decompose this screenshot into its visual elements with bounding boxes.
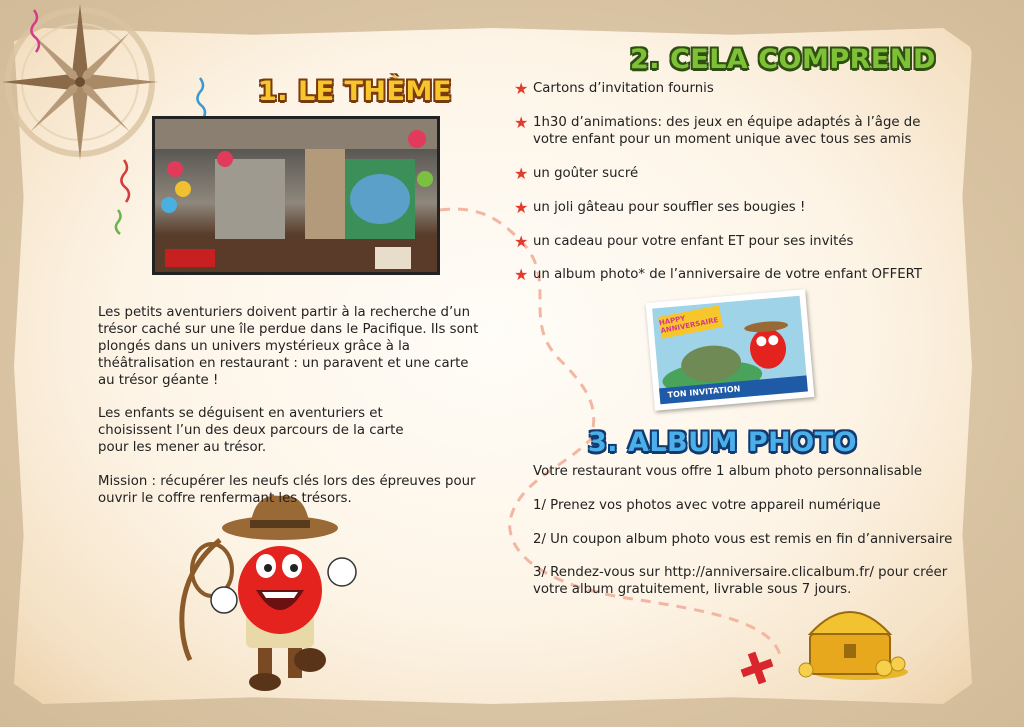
star-icon: ★ — [514, 232, 529, 251]
album-paragraph: Votre restaurant vous offre 1 album photo personnalisable — [533, 464, 923, 479]
star-icon: ★ — [514, 198, 529, 217]
includes-title: 2. CELA COMPREND — [630, 44, 936, 75]
star-icon: ★ — [514, 79, 529, 98]
album-paragraph: 1/ Prenez vos photos avec votre appareil numérique — [533, 498, 881, 513]
star-icon: ★ — [514, 265, 529, 284]
invitation-footer-text: TON INVITATION — [667, 384, 741, 400]
streamer-decoration — [121, 160, 129, 202]
list-item — [514, 80, 934, 97]
theme-title: 1. LE THÈME — [258, 76, 452, 107]
list-item-text: un cadeau pour votre enfant ET pour ses invités — [533, 234, 854, 249]
list-item-text: Cartons d’invitation fournis — [533, 81, 714, 96]
streamer-decoration — [197, 78, 205, 120]
theme-paragraph: Mission : récupérer les neufs clés lors des épreuves pour ouvrir le coffre renfermant les trésors. — [98, 474, 476, 506]
list-item — [514, 199, 934, 216]
star-icon: ★ — [514, 113, 529, 132]
album-title: 3. ALBUM PHOTO — [588, 427, 858, 458]
list-item-text: 1h30 d’animations: des jeux en équipe adaptés à l’âge de votre enfant pour un moment unique avec tous ses amis — [533, 115, 921, 147]
list-item — [514, 266, 944, 283]
mascot-illustration — [182, 496, 356, 691]
list-item — [514, 165, 934, 182]
invitation-banner-text: HAPPY ANNIVERSAIRE — [658, 314, 719, 336]
restaurant-photo — [152, 116, 440, 275]
list-item-text: un album photo* de l’anniversaire de votre enfant OFFERT — [533, 267, 923, 282]
restaurant-scene-icon — [155, 119, 437, 272]
theme-paragraph: Les petits aventuriers doivent partir à la recherche d’un trésor caché sur une île perdue dans le Pacifique. Ils sont plongés dans un univers mystérieux grâce à la théâtralisation en restaurant : un paravent et une carte au trésor géante ! — [98, 305, 479, 388]
list-item-text: un joli gâteau pour souffler ses bougies ! — [533, 200, 806, 215]
star-icon: ★ — [514, 164, 529, 183]
list-item-text: un goûter sucré — [533, 166, 639, 181]
list-item — [514, 114, 934, 148]
streamer-decoration — [116, 210, 121, 234]
x-mark-icon — [736, 647, 777, 688]
list-item — [514, 233, 934, 250]
album-paragraph: 2/ Un coupon album photo vous est remis en fin d’anniversaire — [533, 532, 953, 547]
invitation-card — [646, 289, 815, 411]
theme-paragraph: Les enfants se déguisent en aventuriers et choisissent l’un des deux parcours de la carte pour les mener au trésor. — [98, 406, 404, 455]
album-paragraph: 3/ Rendez-vous sur http://anniversaire.clicalbum.fr/ pour créer votre album gratuitement, livrable sous 7 jours. — [533, 565, 948, 597]
treasure-chest-icon — [799, 612, 908, 680]
compass-rose-icon — [2, 4, 158, 160]
